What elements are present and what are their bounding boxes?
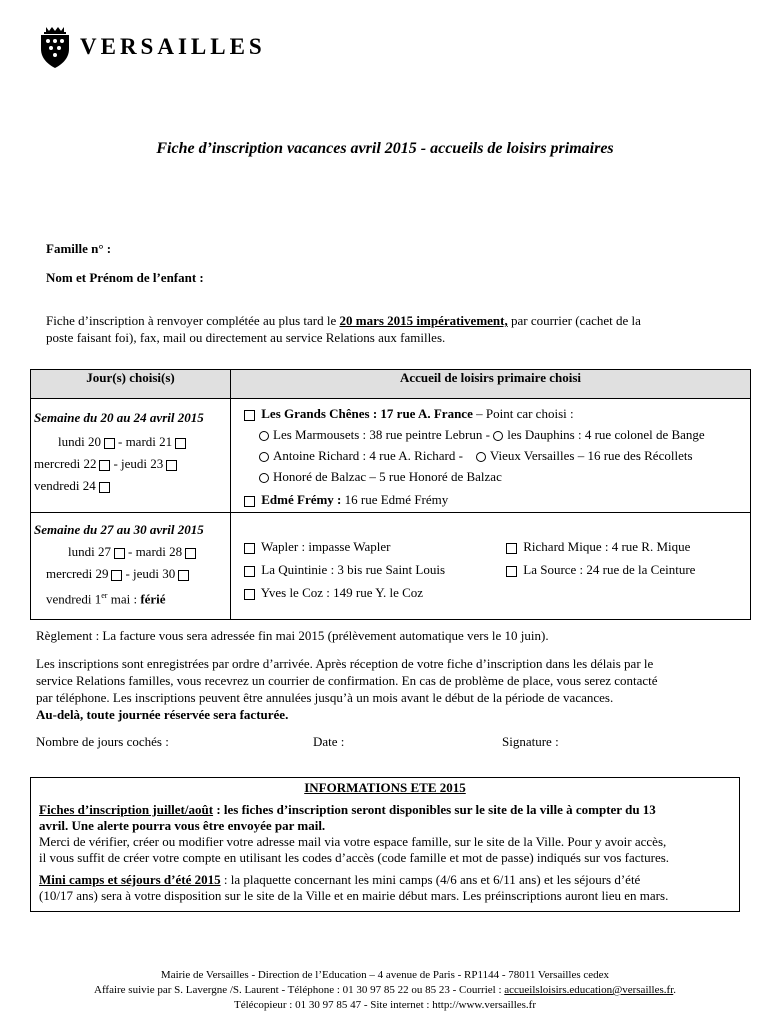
intro-paragraph	[46, 312, 726, 346]
opt-dauphins: les Dauphins : 4 rue colonel de Bange	[507, 427, 705, 442]
edme-fremy-rest: 16 rue Edmé Frémy	[341, 492, 449, 507]
inscriptions-line3: par téléphone. Les inscriptions peuvent être annulées jusqu’à un mois avant le début de la période de vacances.	[36, 690, 614, 705]
week1-day-vendredi: vendredi 24	[34, 478, 96, 493]
logo-text: VERSAILLES	[80, 34, 266, 59]
info-p1-line3: Merci de vérifier, créer ou modifier votre adresse mail via votre espace famille, sur le site de la Ville. Pour y avoir accès,	[39, 834, 667, 849]
footer-line2b: .	[673, 984, 676, 996]
checkbox-richard-mique[interactable]	[506, 543, 517, 554]
checkbox-wapler[interactable]	[244, 543, 255, 554]
checkbox-lundi-27[interactable]	[114, 548, 125, 559]
info-p1-line4: il vous suffit de créer votre compte en utilisant les codes d’accès (code famille et mot de passe) indiqués sur vos factures.	[39, 850, 670, 865]
week2-days-cell	[31, 513, 231, 620]
info-p1-bold2: avril. Une alerte pourra vous être envoyée par mail.	[39, 818, 326, 833]
reglement-text: Règlement : La facture vous sera adressée fin mai 2015 (prélèvement automatique vers le 10 juin).	[36, 628, 549, 643]
footer-line2a: Affaire suivie par S. Lavergne /S. Laurent - Téléphone : 01 30 97 85 22 ou 85 23 - Courriel :	[94, 984, 505, 996]
inscriptions-paragraph	[36, 655, 658, 723]
radio-antoine-richard[interactable]	[259, 452, 269, 462]
col-days-header: Jour(s) choisi(s)	[31, 370, 231, 399]
centre-wapler: Wapler : impasse Wapler	[261, 539, 391, 554]
checkbox-mercredi-29[interactable]	[111, 570, 122, 581]
checkbox-la-source[interactable]	[506, 566, 517, 577]
radio-vieux-versailles[interactable]	[476, 452, 486, 462]
week2-day-mercredi: mercredi 29	[46, 566, 109, 581]
checkbox-lundi-20[interactable]	[104, 438, 115, 449]
checkbox-vendredi-24[interactable]	[99, 482, 110, 493]
inscriptions-line4: Au-delà, toute journée réservée sera facturée.	[36, 707, 289, 722]
week1-title: Semaine du 20 au 24 avril 2015	[34, 410, 204, 425]
col-centre-header: Accueil de loisirs primaire choisi	[231, 370, 751, 399]
page-title: Fiche d’inscription vacances avril 2015 - accueils de loisirs primaires	[156, 140, 614, 157]
versailles-coat-of-arms-icon	[38, 26, 72, 68]
opt-honore-balzac: Honoré de Balzac – 5 rue Honoré de Balzac	[273, 469, 502, 484]
centre-la-source: La Source : 24 rue de la Ceinture	[523, 562, 696, 577]
week2-day-vendredi: vendredi 1	[46, 591, 102, 607]
centre-richard-mique: Richard Mique : 4 rue R. Mique	[523, 539, 691, 554]
nombre-jours-label: Nombre de jours cochés :	[36, 734, 169, 749]
signature-label: Signature :	[502, 734, 559, 749]
centre-yves-le-coz: Yves le Coz : 149 rue Y. le Coz	[260, 585, 424, 600]
week1-day-lundi: lundi 20	[58, 434, 101, 449]
opt-marmousets: Les Marmousets : 38 rue peintre Lebrun -	[273, 427, 490, 442]
intro-part2: par courrier (cachet de la	[507, 313, 641, 328]
schedule-table	[30, 369, 751, 620]
week1-day-jeudi: - jeudi 23	[113, 456, 164, 471]
week2-day-jeudi: - jeudi 30	[125, 566, 176, 581]
footer-email-link[interactable]: accueilsloisirs.education@versailles.fr	[504, 984, 674, 996]
week2-day-vendredi-mai: mai :	[107, 591, 141, 607]
inscriptions-line2: service Relations familles, vous recevrez un courrier de confirmation. En cas de problème de place, vous serez contacté	[36, 673, 658, 688]
week2-day-mardi: - mardi 28	[127, 544, 183, 559]
famille-label: Famille n° :	[46, 241, 112, 256]
week1-day-mardi: - mardi 21	[117, 434, 173, 449]
checkbox-jeudi-23[interactable]	[166, 460, 177, 471]
week1-centres-cell	[231, 399, 751, 513]
radio-honore-balzac[interactable]	[259, 473, 269, 483]
checkbox-grands-chenes[interactable]	[244, 410, 255, 421]
intro-part1: Fiche d’inscription à renvoyer complétée au plus tard le	[46, 313, 340, 328]
radio-dauphins[interactable]	[493, 431, 503, 441]
info-p2-heading: Mini camps et séjours d’été 2015	[39, 872, 221, 887]
intro-deadline: 20 mars 2015 impérativement,	[339, 313, 508, 328]
checkbox-yves-le-coz[interactable]	[244, 589, 255, 600]
week2-ferie: férié	[140, 591, 166, 607]
week1-day-mercredi: mercredi 22	[34, 456, 97, 471]
checkbox-quintinie[interactable]	[244, 566, 255, 577]
header-logo	[38, 26, 266, 68]
opt-vieux-versailles: Vieux Versailles – 16 rue des Récollets	[489, 448, 693, 463]
opt-antoine-richard: Antoine Richard : 4 rue A. Richard -	[273, 448, 463, 463]
info-p2-line1: : la plaquette concernant les mini camps (4/6 ans et 6/11 ans) et les séjours d’été	[220, 872, 641, 887]
footer	[0, 968, 770, 1013]
info-p1-heading: Fiches d’inscription juillet/août	[39, 802, 214, 817]
info-title: INFORMATIONS ETE 2015	[304, 780, 466, 795]
grands-chenes-name: Les Grands Chênes : 17 rue A. France	[261, 406, 473, 421]
centre-quintinie: La Quintinie : 3 bis rue Saint Louis	[261, 562, 446, 577]
radio-marmousets[interactable]	[259, 431, 269, 441]
footer-line1: Mairie de Versailles - Direction de l’Education – 4 avenue de Paris - RP1144 - 78011 Versailles cedex	[160, 969, 610, 981]
checkbox-mardi-28[interactable]	[185, 548, 196, 559]
week2-title: Semaine du 27 au 30 avril 2015	[34, 522, 204, 537]
date-label: Date :	[313, 734, 345, 749]
checkbox-mardi-21[interactable]	[175, 438, 186, 449]
week2-day-vendredi-sup: er	[101, 591, 108, 600]
week2-centres-cell	[231, 513, 751, 620]
week1-days-cell	[31, 399, 231, 513]
week2-day-lundi: lundi 27	[68, 544, 111, 559]
grands-chenes-rest: – Point car choisi :	[472, 406, 574, 421]
info-p1-bold1: : les fiches d’inscription seront disponibles sur le site de la ville à compter du 13	[213, 802, 656, 817]
checkbox-edme-fremy[interactable]	[244, 496, 255, 507]
inscriptions-line1: Les inscriptions sont enregistrées par ordre d’arrivée. Après réception de votre fiche d’inscription dans les délais par le	[36, 656, 654, 671]
info-ete-box	[30, 777, 740, 912]
intro-line2: poste faisant foi), fax, mail ou directement au service Relations aux familles.	[46, 330, 446, 345]
enfant-label: Nom et Prénom de l’enfant :	[46, 270, 204, 285]
edme-fremy-name: Edmé Frémy :	[261, 492, 342, 507]
footer-line3: Télécopieur : 01 30 97 85 47 - Site internet : http://www.versailles.fr	[233, 999, 537, 1011]
info-p2-line2: (10/17 ans) sera à votre disposition sur le site de la Ville et en mairie début mars. Les préinscriptions auront lieu en mars.	[39, 888, 669, 903]
checkbox-mercredi-22[interactable]	[99, 460, 110, 471]
checkbox-jeudi-30[interactable]	[178, 570, 189, 581]
